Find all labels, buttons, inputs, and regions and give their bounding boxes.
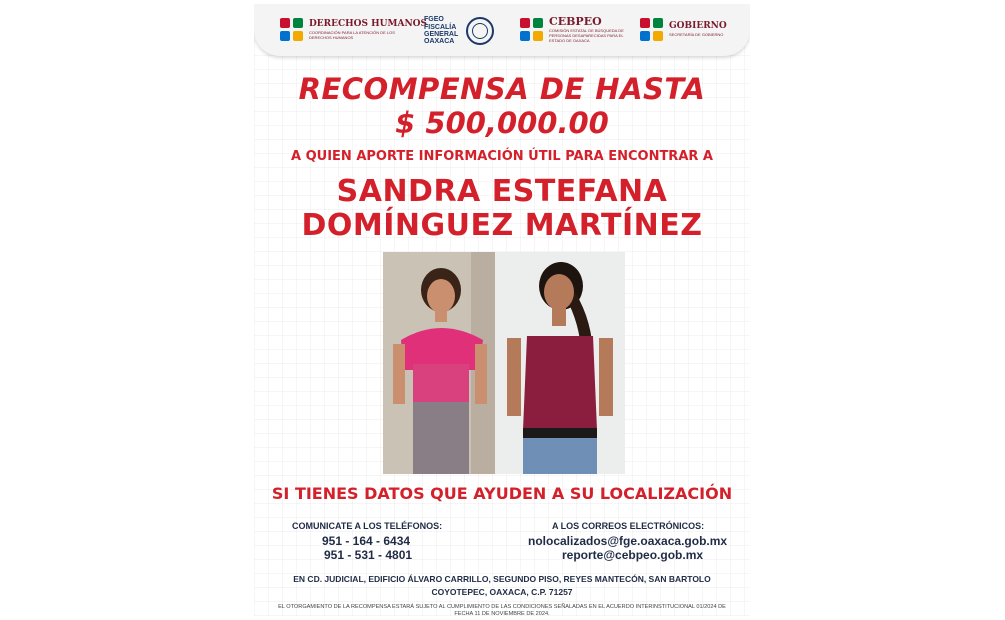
- gobierno-emblem-icon: [640, 18, 664, 42]
- logo-gobierno: [640, 14, 739, 46]
- office-address: EN CD. JUDICIAL, EDIFICIO ÁLVARO CARRILLO, SEGUNDO PISO, REYES MANTECÓN, SAN BARTOLO COYOTEPEC, OAXACA, C.P. 71257: [293, 574, 711, 598]
- logo-fge: [424, 12, 494, 50]
- header-logos-bar: [254, 4, 750, 56]
- cebpeo-subtitle: COMISIÓN ESTATAL DE BÚSQUEDA DE PERSONAS DESAPARECIDAS PARA EL ESTADO DE OAXACA: [549, 28, 624, 43]
- locate-heading: SI TIENES DATOS QUE AYUDEN A SU LOCALIZACIÓN: [271, 484, 733, 503]
- person-name-line2: DOMÍNGUEZ MARTÍNEZ: [301, 208, 703, 243]
- reward-amount: $ 500,000.00: [395, 106, 609, 140]
- phone-number-2: 951 - 531 - 4801: [324, 548, 413, 562]
- fge-name: FGEO FISCALÍA GENERAL OAXACA: [424, 16, 459, 46]
- derechos-humanos-name: DERECHOS HUMANOS: [309, 18, 428, 29]
- emails-label: A LOS CORREOS ELECTRÓNICOS:: [552, 521, 705, 531]
- logo-derechos-humanos: [280, 14, 427, 46]
- cebpeo-emblem-icon: [520, 18, 544, 42]
- email-address-2: reporte@cebpeo.gob.mx: [562, 548, 704, 562]
- person-name-line1: SANDRA ESTEFANA: [336, 174, 668, 209]
- phones-label: COMUNICATE A LOS TELÉFONOS:: [292, 521, 443, 531]
- person-photo-right: [495, 252, 625, 474]
- logo-cebpeo: [520, 14, 629, 46]
- fge-seal-icon: [466, 17, 494, 45]
- gobierno-subtitle: SECRETARÍA DE GOBIERNO: [669, 32, 724, 38]
- derechos-humanos-subtitle: COORDINACIÓN PARA LA ATENCIÓN DE LOS DERECHOS HUMANOS: [309, 29, 395, 40]
- legal-notice: EL OTORGAMIENTO DE LA RECOMPENSA ESTARÁ SUJETO AL CUMPLIMIENTO DE LAS CONDICIONES SEÑALADAS EN EL ACUERDO INTERINSTITUCIONAL 01/2024 DE FECHA 11 DE NOVIEMBRE DE 2024.: [278, 604, 726, 616]
- person-photo-left: [383, 252, 495, 474]
- reward-heading: RECOMPENSA DE HASTA: [298, 72, 706, 106]
- cebpeo-name: CEBPEO: [549, 15, 602, 29]
- phone-number-1: 951 - 164 - 6434: [322, 534, 411, 548]
- email-address-1: nolocalizados@fge.oaxaca.gob.mx: [528, 534, 728, 548]
- derechos-humanos-emblem-icon: [280, 18, 304, 42]
- person-figure-right: [495, 252, 625, 474]
- gobierno-name: GOBIERNO: [669, 21, 727, 32]
- search-poster: [254, 4, 750, 616]
- person-figure-left: [383, 252, 495, 474]
- info-line: A QUIEN APORTE INFORMACIÓN ÚTIL PARA ENCONTRAR A: [291, 149, 713, 164]
